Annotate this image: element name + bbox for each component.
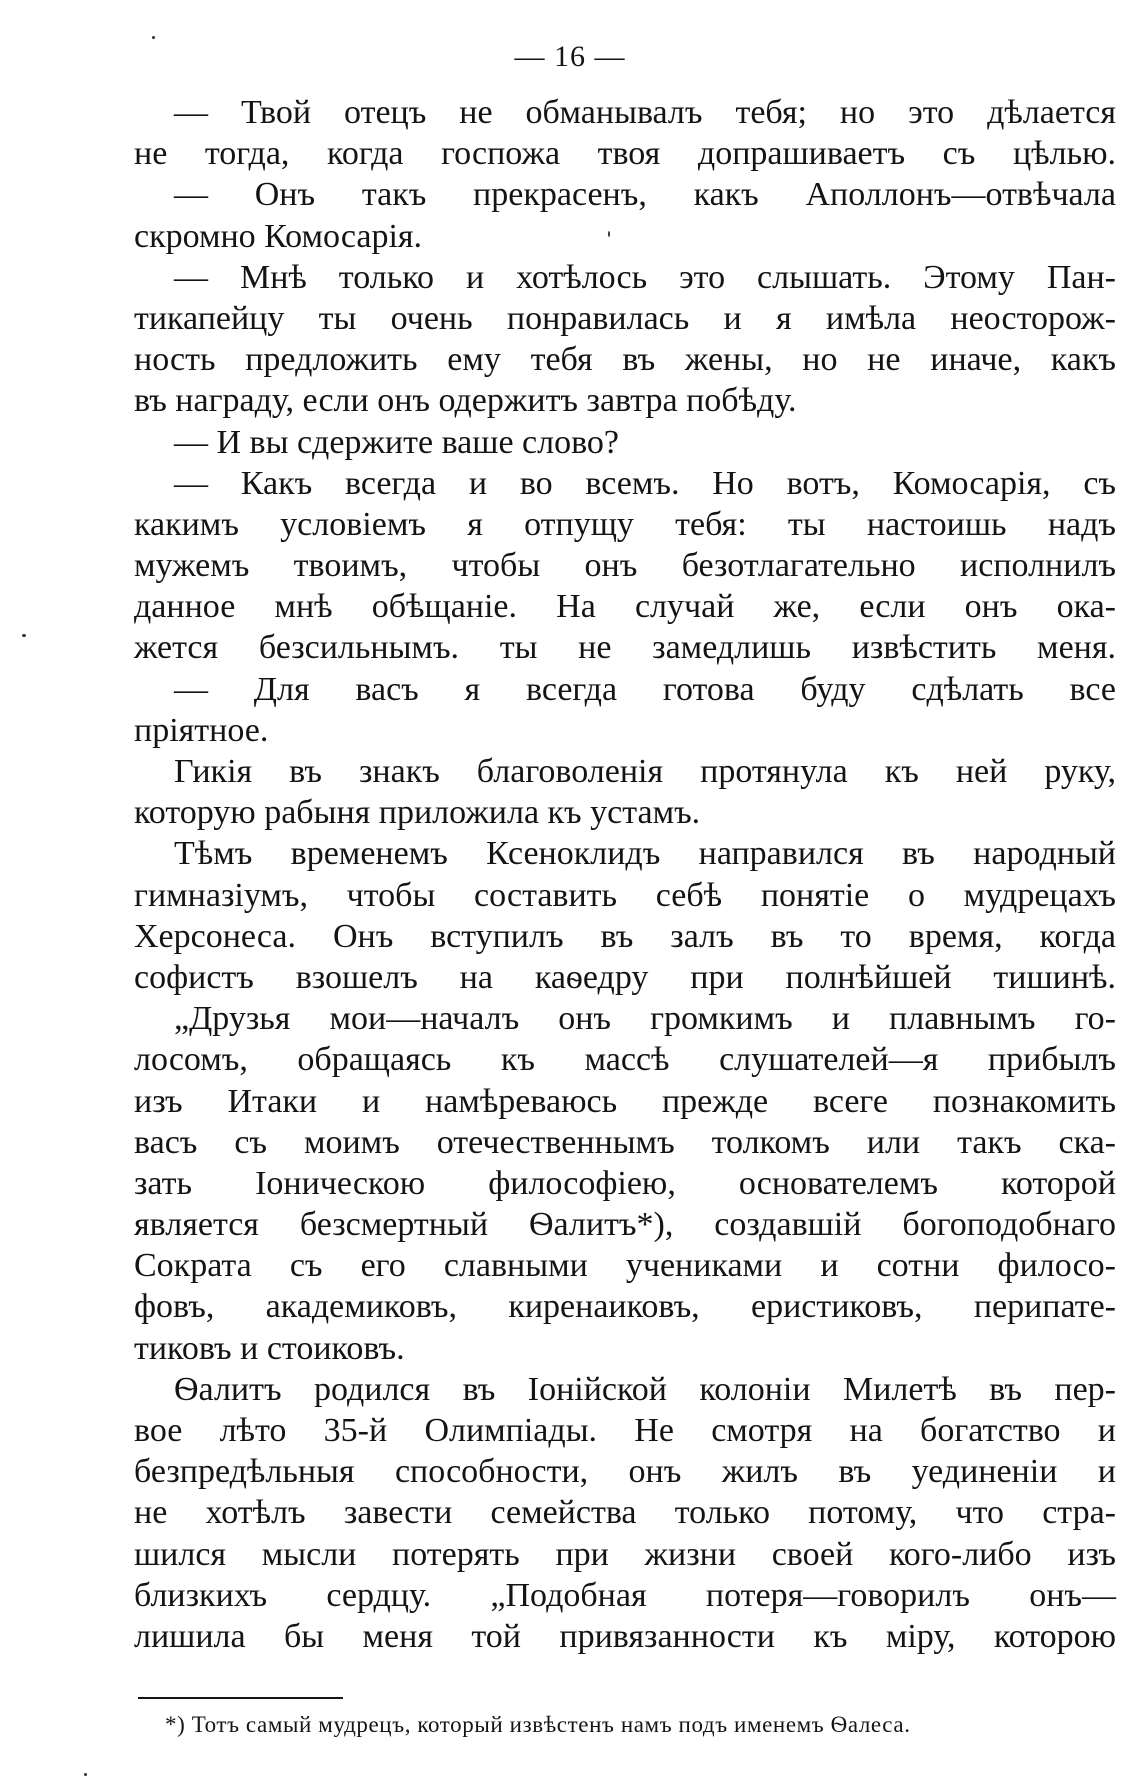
- text-line: Ѳалитъ родился въ Іонійской колоніи Милетѣ въ пер-: [174, 1370, 1116, 1408]
- text-line: лишила бы меня той привязанности къ міру, которою: [134, 1617, 1116, 1655]
- text-line: тиковъ и стоиковъ.: [134, 1329, 405, 1367]
- text-line: — Онъ такъ прекрасенъ, какъ Аполлонъ—отвѣчала: [174, 176, 1116, 214]
- text-line: не тогда, когда госпожа твоя допрашиваетъ съ цѣлью.: [134, 135, 1116, 173]
- text-line: какимъ условіемъ я отпущу тебя: ты настоишь надъ: [134, 505, 1116, 543]
- text-line: вое лѣто 35-й Олимпіады. Не смотря на богатство и: [134, 1412, 1116, 1449]
- text-line: шился мысли потерять при жизни своей кого-либо изъ: [134, 1535, 1116, 1573]
- text-line: софистъ взошелъ на каѳедру при полнѣйшей тишинѣ.: [134, 958, 1116, 996]
- scan-speck: [152, 36, 155, 39]
- text-line: Тѣмъ временемъ Ксеноклидъ направился въ народный: [174, 835, 1116, 873]
- text-line: гимназіумъ, чтобы составить себѣ понятіе о мудрецахъ: [134, 876, 1116, 914]
- text-line: — Какъ всегда и во всемъ. Но вотъ, Комосарія, съ: [174, 464, 1116, 502]
- scan-speck: [608, 231, 610, 237]
- text-line: мужемъ твоимъ, чтобы онъ безотлагательно исполнилъ: [134, 547, 1116, 585]
- footnote-rule: [138, 1697, 343, 1699]
- text-line: — Мнѣ только и хотѣлось это слышать. Этому Пан-: [174, 258, 1116, 296]
- body-text: [134, 92, 1116, 1657]
- text-line: Херсонеса. Онъ вступилъ въ залъ въ то время, когда: [134, 917, 1116, 955]
- text-line: является безсмертный Ѳалитъ*), создавшій богоподобнаго: [134, 1206, 1116, 1244]
- text-line: близкихъ сердцу. „Подобная потеря—говорилъ онъ—: [134, 1576, 1116, 1614]
- text-line: тикапейцу ты очень понравилась и я имѣла неосторож-: [134, 299, 1116, 337]
- text-line: не хотѣлъ завести семейства только потому, что стра-: [134, 1494, 1116, 1532]
- text-line: Сократа съ его славными учениками и сотни филосо-: [134, 1247, 1116, 1285]
- text-line: васъ съ моимъ отечественнымъ толкомъ или такъ ска-: [134, 1123, 1116, 1161]
- text-line: — И вы сдержите ваше слово?: [174, 423, 620, 461]
- text-line: которую рабыня приложила къ устамъ.: [134, 794, 701, 832]
- text-line: жется безсильнымъ. ты не замедлишь извѣстить меня.: [134, 629, 1116, 667]
- text-line: скромно Комосарія.: [134, 217, 423, 255]
- footnote: *) Тотъ самый мудрецъ, который извѣстенъ намъ подъ именемъ Ѳалеса.: [165, 1712, 911, 1737]
- text-line: — Твой отецъ не обманывалъ тебя; но это дѣлается: [174, 94, 1116, 131]
- text-line: — Для васъ я всегда готова буду сдѣлать все: [174, 670, 1116, 708]
- text-line: фовъ, академиковъ, киренаиковъ, еристиковъ, перипате-: [134, 1288, 1116, 1326]
- text-line: зать Іоническою философіею, основателемъ которой: [134, 1164, 1116, 1202]
- text-line: ность предложить ему тебя въ жены, но не иначе, какъ: [134, 341, 1116, 379]
- text-line: пріятное.: [134, 711, 269, 749]
- text-line: въ награду, если онъ одержитъ завтра побѣду.: [134, 382, 797, 420]
- text-line: лосомъ, обращаясь къ массѣ слушателей—я прибылъ: [134, 1041, 1116, 1079]
- page-number: — 16 —: [514, 40, 626, 73]
- text-line: Гикія въ знакъ благоволенія протянула къ ней руку,: [174, 753, 1116, 790]
- text-line: безпредѣльныя способности, онъ жилъ въ уединеніи и: [134, 1453, 1116, 1491]
- scan-speck: [84, 1773, 87, 1776]
- scan-speck: [22, 634, 26, 637]
- text-line: изъ Итаки и намѣреваюсь прежде всеге познакомить: [134, 1082, 1116, 1120]
- text-line: „Друзья мои—началъ онъ громкимъ и плавнымъ го-: [174, 1000, 1116, 1038]
- text-line: данное мнѣ обѣщаніе. На случай же, если онъ ока-: [134, 588, 1116, 626]
